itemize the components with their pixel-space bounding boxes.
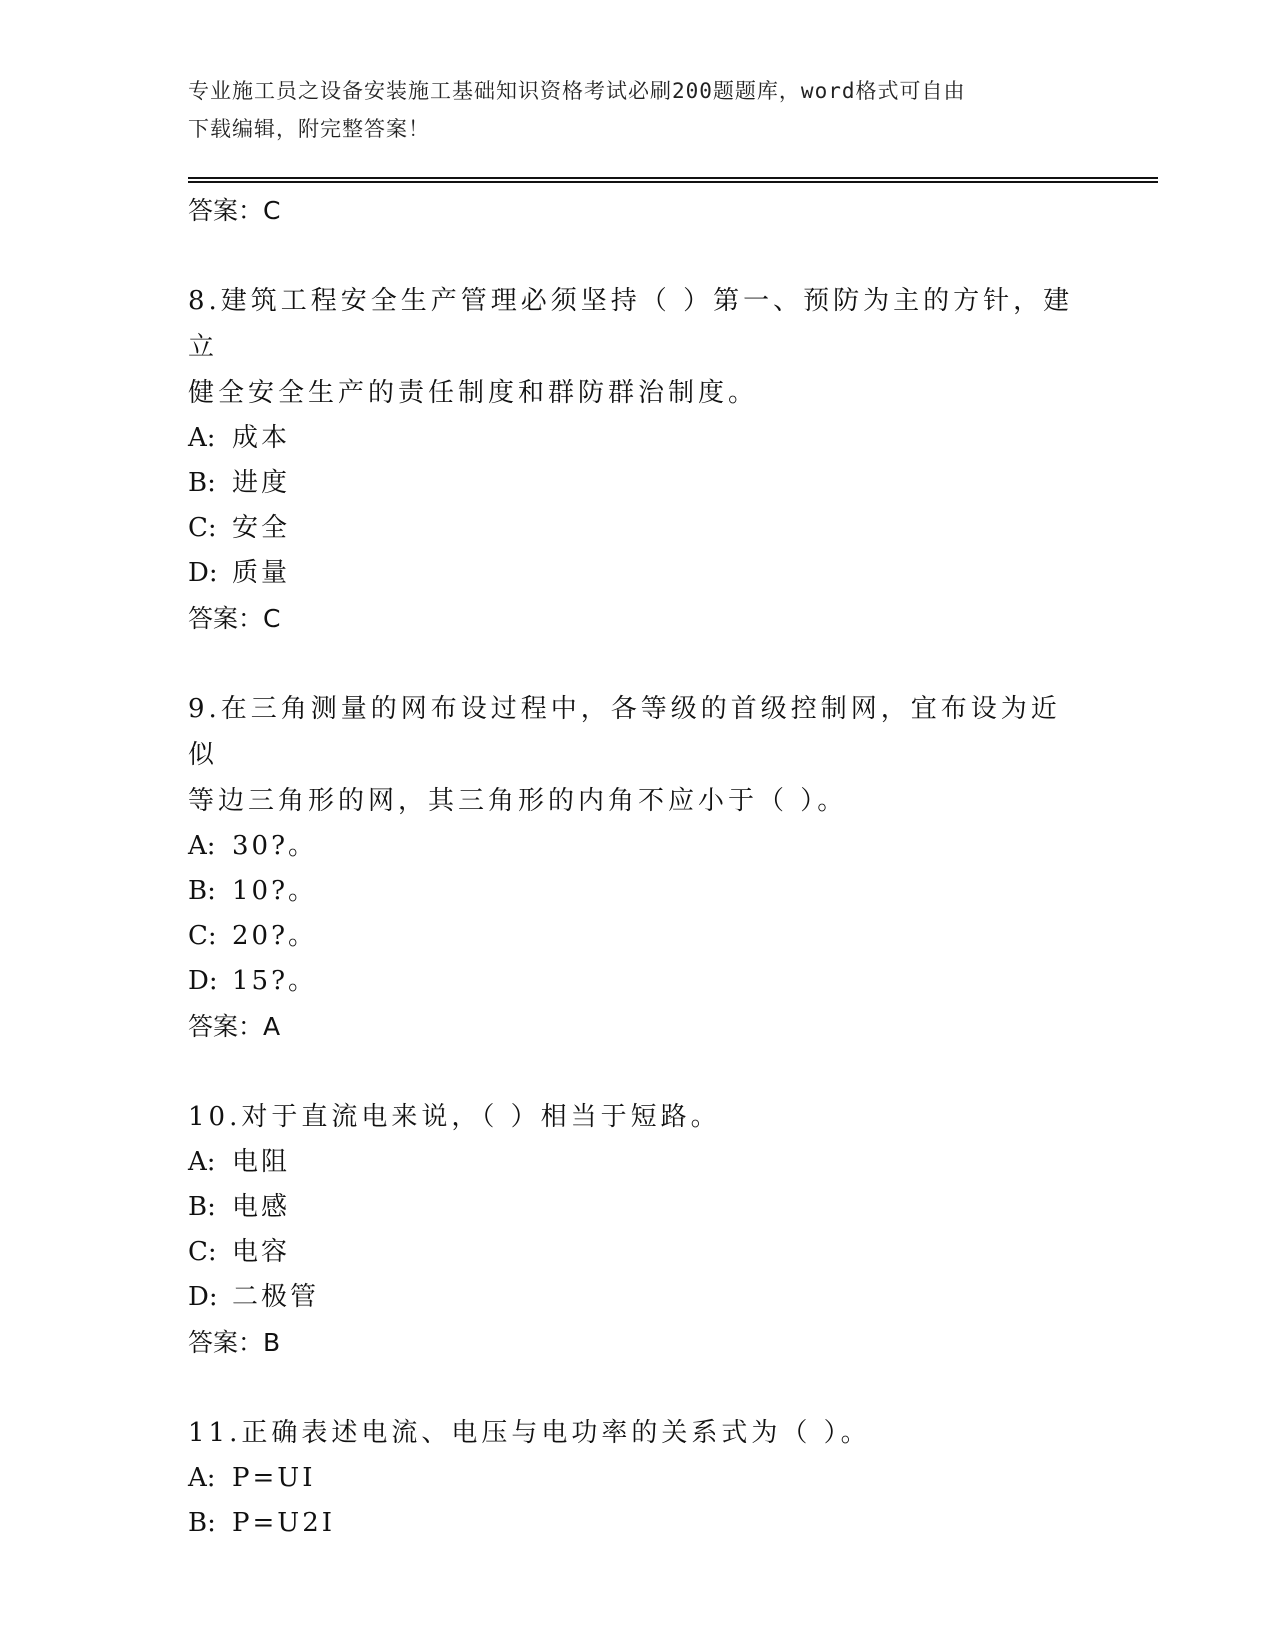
answer-label: 答案：C bbox=[188, 196, 281, 225]
option-b[interactable] bbox=[188, 1185, 1088, 1230]
document-header bbox=[188, 72, 1068, 148]
option-b[interactable] bbox=[188, 869, 1088, 914]
option-key: D: bbox=[188, 558, 218, 588]
question-list bbox=[188, 188, 1088, 1546]
option-text: 15?。 bbox=[232, 966, 318, 996]
option-text: 安全 bbox=[232, 513, 291, 543]
option-a[interactable] bbox=[188, 416, 1088, 461]
option-c[interactable] bbox=[188, 914, 1088, 959]
option-key: B: bbox=[188, 876, 216, 906]
question-text: 9.在三角测量的网布设过程中，各等级的首级控制网，宜布设为近似 bbox=[188, 694, 1061, 770]
option-c[interactable] bbox=[188, 506, 1088, 551]
header-divider-top bbox=[188, 177, 1158, 179]
option-d[interactable] bbox=[188, 551, 1088, 596]
option-text: 成本 bbox=[232, 423, 291, 453]
option-text: 进度 bbox=[232, 468, 291, 498]
option-key: C: bbox=[188, 921, 217, 951]
option-text: P=U2I bbox=[232, 1508, 336, 1538]
answer-label: 答案：B bbox=[188, 1328, 281, 1357]
option-key: D: bbox=[188, 966, 218, 996]
option-b[interactable] bbox=[188, 461, 1088, 506]
question-11 bbox=[188, 1410, 1088, 1546]
option-key: A: bbox=[188, 423, 216, 453]
option-text: 质量 bbox=[232, 558, 291, 588]
option-a[interactable] bbox=[188, 1140, 1088, 1185]
option-d[interactable] bbox=[188, 959, 1088, 1004]
option-key: B: bbox=[188, 1192, 216, 1222]
answer-label: 答案：A bbox=[188, 1012, 281, 1041]
question-text: 8.建筑工程安全生产管理必须坚持（ ）第一、预防为主的方针，建立 bbox=[188, 286, 1074, 362]
option-c[interactable] bbox=[188, 1230, 1088, 1275]
option-text: 20?。 bbox=[232, 921, 318, 951]
option-key: D: bbox=[188, 1282, 218, 1312]
question-9 bbox=[188, 686, 1088, 1050]
option-d[interactable] bbox=[188, 1275, 1088, 1320]
option-key: B: bbox=[188, 468, 216, 498]
option-key: A: bbox=[188, 1147, 216, 1177]
option-a[interactable] bbox=[188, 1456, 1088, 1501]
option-text: 30?。 bbox=[232, 831, 318, 861]
option-text: P=UI bbox=[232, 1463, 316, 1493]
option-key: A: bbox=[188, 831, 216, 861]
question-text: 健全安全生产的责任制度和群防群治制度。 bbox=[188, 378, 759, 408]
answer-label: 答案：C bbox=[188, 604, 281, 633]
option-b[interactable] bbox=[188, 1501, 1088, 1546]
question-text: 10.对于直流电来说，（ ）相当于短路。 bbox=[188, 1102, 721, 1132]
option-key: B: bbox=[188, 1508, 216, 1538]
option-text: 二极管 bbox=[232, 1282, 320, 1312]
option-text: 电感 bbox=[232, 1192, 291, 1222]
question-text: 11.正确表述电流、电压与电功率的关系式为（ ）。 bbox=[188, 1418, 871, 1448]
header-line-2: 下载编辑，附完整答案！ bbox=[188, 117, 430, 141]
header-divider-bottom bbox=[188, 181, 1158, 183]
question-8 bbox=[188, 278, 1088, 642]
option-key: C: bbox=[188, 513, 217, 543]
option-text: 电阻 bbox=[232, 1147, 291, 1177]
header-line-1: 专业施工员之设备安装施工基础知识资格考试必刷200题题库，word格式可自由 bbox=[188, 79, 966, 103]
question-text: 等边三角形的网，其三角形的内角不应小于（ ）。 bbox=[188, 786, 848, 816]
option-text: 10?。 bbox=[232, 876, 318, 906]
option-text: 电容 bbox=[232, 1237, 291, 1267]
question-10 bbox=[188, 1094, 1088, 1366]
option-key: C: bbox=[188, 1237, 217, 1267]
option-key: A: bbox=[188, 1463, 216, 1493]
option-a[interactable] bbox=[188, 824, 1088, 869]
